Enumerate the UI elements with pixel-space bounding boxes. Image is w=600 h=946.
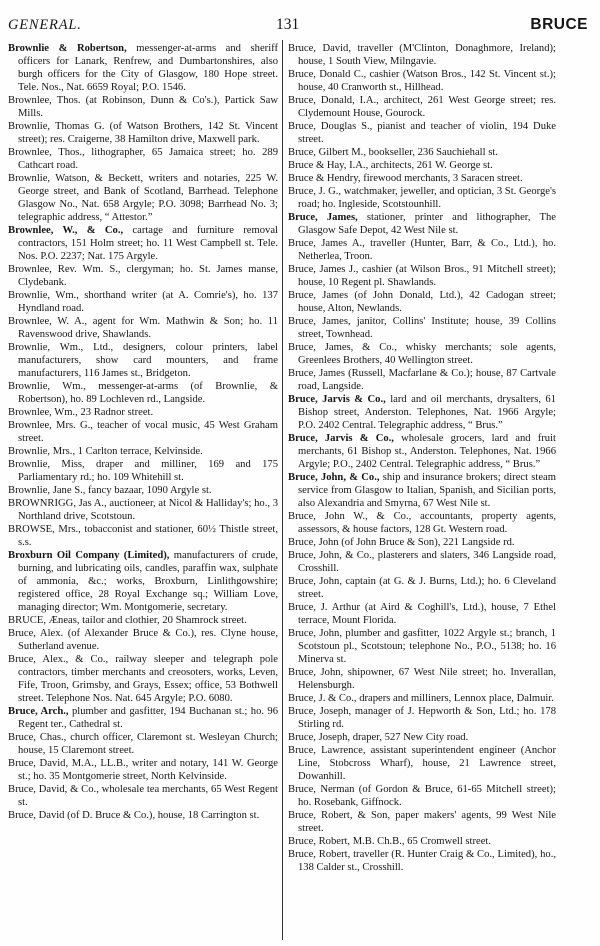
entry-text: Bruce, John (of John Bruce & Son), 221 Langside rd.: [288, 537, 515, 548]
entry-text: Brownlie, Watson, & Beckett, writers and notaries, 225 W. George street, and Bank of Scotland, Barrhead. Telephone Glasgow No., Nat. 658 Argyle; P.O. 3098; Barrhead No. 3; telegraphic address, “ Attestor.”: [8, 173, 278, 223]
entry-text: Bruce, James J., cashier (at Wilson Bros., 91 Mitchell street); house, 10 Regent pl. Shawlands.: [288, 264, 556, 288]
directory-entry: [288, 289, 556, 315]
directory-entry: [288, 68, 556, 94]
directory-entry: [8, 224, 278, 263]
directory-entry: [8, 289, 278, 315]
entry-text: Brownlie, Miss, draper and milliner, 169 and 175 Parliamentary rd.; ho. 109 Whitehill st.: [8, 459, 278, 483]
entry-name: Bruce, James,: [288, 212, 358, 223]
entry-text: Brownlie, Jane S., fancy bazaar, 1090 Argyle st.: [8, 485, 212, 496]
entry-text: Brownlie, Wm., messenger-at-arms (of Brownlie, & Robertson), ho. 89 Lochleven rd., Langside.: [8, 381, 278, 405]
directory-entry: [8, 341, 278, 380]
entry-text: Bruce, James (of John Donald, Ltd.), 42 Cadogan street; house, Alton, Newlands.: [288, 290, 556, 314]
directory-entry: [288, 744, 556, 783]
entry-text: Brownlee, Rev. Wm. S., clergyman; ho. St. James manse, Clydebank.: [8, 264, 278, 288]
entry-text: Bruce, Alex., & Co., railway sleeper and telegraph pole contractors, timber merchants and creosoters, works, Leven, Fife, Troon, Grimsby, and Grays, Essex; office, 53 Bothwell street. Telephone Nos. Nat. 645 Argyle; P.O. 6080.: [8, 654, 278, 704]
entry-text: Bruce, Lawrence, assistant superintendent engineer (Anchor Line, Stobcross Wharf), house, 21 Lawrence street, Dowanhill.: [288, 745, 556, 782]
directory-entry: [288, 536, 556, 549]
entry-text: Bruce, James, janitor, Collins' Institute; house, 39 Collins street, Townhead.: [288, 316, 556, 340]
section-heading: GENERAL.: [8, 17, 82, 33]
directory-entry: [8, 315, 278, 341]
directory-entry: [288, 94, 556, 120]
entry-text: Bruce, Nerman (of Gordon & Bruce, 61-65 Mitchell street); ho. Rosebank, Giffnock.: [288, 784, 556, 808]
entry-text: Brownlee, W. A., agent for Wm. Mathwin & Son; ho. 11 Ravenswood drive, Shawlands.: [8, 316, 278, 340]
directory-entry: [8, 731, 278, 757]
entry-text: Bruce, J. & Co., drapers and milliners, Lennox place, Dalmuir.: [288, 693, 554, 704]
entry-text: Bruce, John, plumber and gasfitter, 1022 Argyle st.; branch, 1 Scotstoun pl., Scotstoun; telephone No., P.O., 5138; ho. 16 Minerva st.: [288, 628, 556, 665]
directory-entry: [8, 614, 278, 627]
entry-text: manufacturers of crude, burning, and lubricating oils, candles, paraffin wax, sulphate of ammonia, &c.; works, Broxburn, Linlithgowshire; registered office, 28 Royal Exchange sq.; William Love, managing director; Wm. Montgomerie, secretary.: [18, 550, 278, 613]
entry-text: Brownlie, Thomas G. (of Watson Brothers, 142 St. Vincent street); res. Craigerne, 38 Hamilton drive, Maxwell park.: [8, 121, 278, 145]
directory-entry: [288, 393, 556, 432]
entry-text: Bruce, Alex. (of Alexander Bruce & Co.), res. Clyne house, Sutherland avenue.: [8, 628, 278, 652]
directory-entry: [288, 120, 556, 146]
entry-text: Brownlee, Thos., lithographer, 65 Jamaica street; ho. 289 Cathcart road.: [8, 147, 278, 171]
directory-entry: [8, 263, 278, 289]
entry-text: Bruce, David, & Co., wholesale tea merchants, 65 West Regent st.: [8, 784, 278, 808]
entry-text: Bruce, John, & Co., plasterers and slaters, 346 Langside road, Crosshill.: [288, 550, 556, 574]
directory-entry: [288, 315, 556, 341]
entry-text: BRUCE, Æneas, tailor and clothier, 20 Shamrock street.: [8, 615, 247, 626]
directory-entry: [8, 406, 278, 419]
entry-text: Bruce, John, shipowner, 67 West Nile street; ho. Inverallan, Helensburgh.: [288, 667, 556, 691]
directory-entry: [8, 380, 278, 406]
directory-entry: [8, 783, 278, 809]
entry-text: cartage and furniture removal contractors, 151 Holm street; ho. 11 West Campbell st. Tele. Nos. P.O. 2237; Nat. 175 Argyle.: [18, 225, 278, 262]
entry-text: Brownlie, Wm., Ltd., designers, colour printers, label manufacturers, show card mounters, and frame manufacturers, 116 James st., Bridgeton.: [8, 342, 278, 379]
entry-text: Bruce, John, captain (at G. & J. Burns, Ltd.); ho. 6 Cleveland street.: [288, 576, 556, 600]
directory-entry: [288, 575, 556, 601]
entry-text: Brownlee, Mrs. G., teacher of vocal music, 45 West Graham street.: [8, 420, 278, 444]
directory-entry: [8, 458, 278, 484]
entry-text: Bruce, Joseph, draper, 527 New City road.: [288, 732, 469, 743]
directory-entry: [288, 809, 556, 835]
directory-entry: [8, 757, 278, 783]
directory-entry: [288, 237, 556, 263]
directory-entry: [8, 42, 278, 94]
entry-text: Bruce, Chas., church officer, Claremont st. Wesleyan Church; house, 15 Claremont street.: [8, 732, 278, 756]
directory-entry: [288, 172, 556, 185]
entry-text: Bruce, Robert, & Son, paper makers' agents, 99 West Nile street.: [288, 810, 556, 834]
directory-entry: [288, 549, 556, 575]
directory-entry: [8, 419, 278, 445]
entry-text: Brownlie, Mrs., 1 Carlton terrace, Kelvinside.: [8, 446, 203, 457]
directory-entry: [288, 42, 556, 68]
entry-text: Brownlie, Wm., shorthand writer (at A. Comrie's), ho. 137 Hyndland road.: [8, 290, 278, 314]
entry-text: Bruce, Gilbert M., bookseller, 236 Sauchiehall st.: [288, 147, 498, 158]
directory-entry: [8, 523, 278, 549]
entry-text: messenger-at-arms and sheriff officers for Lanark, Renfrew, and Dumbartonshires, also burgh officers for the City of Glasgow, 180 Hope street. Tele. Nos., Nat. 6659 Royal; P.O. 1546.: [18, 43, 278, 93]
entry-text: Bruce, J. G., watchmaker, jeweller, and optician, 3 St. George's road; ho. Ingleside, Scotstounhill.: [288, 186, 556, 210]
entry-text: Bruce, Robert, traveller (R. Hunter Craig & Co., Limited), ho., 138 Calder st., Crosshill.: [288, 849, 556, 873]
entry-text: Bruce, Douglas S., pianist and teacher of violin, 194 Duke street.: [288, 121, 556, 145]
directory-entry: [8, 120, 278, 146]
directory-entry: [288, 185, 556, 211]
entry-name: Brownlee, W., & Co.,: [8, 225, 124, 236]
directory-entry: [288, 159, 556, 172]
page-number: 131: [276, 16, 300, 33]
directory-entry: [8, 445, 278, 458]
directory-entry: [288, 601, 556, 627]
entry-text: Brownlee, Wm., 23 Radnor street.: [8, 407, 154, 418]
directory-entry: [8, 484, 278, 497]
entry-text: wholesale grocers, lard and fruit merchants, 61 Bishop st., Anderston. Telephones, Nat. 1966 Argyle; P.O., 2402 Central. Telegraphic address, “ Brus.”: [298, 433, 556, 470]
entry-text: Bruce, David (of D. Bruce & Co.), house, 18 Carrington st.: [8, 810, 260, 821]
entry-text: Bruce, J. Arthur (at Aird & Coghill's, Ltd.), house, 7 Ethel terrace, Mount Florida.: [288, 602, 556, 626]
entry-text: Bruce, John W., & Co., accountants, property agents, assessors, & house factors, 128 Gt. Western road.: [288, 511, 556, 535]
entry-text: Bruce & Hendry, firewood merchants, 3 Saracen street.: [288, 173, 523, 184]
entry-text: BROWNRIGG, Jas A., auctioneer, at Nicol & Halliday's; ho., 3 Northland drive, Scotstoun.: [8, 498, 278, 522]
directory-entry: [288, 211, 556, 237]
directory-entry: [288, 848, 556, 874]
running-name: BRUCE: [530, 16, 588, 33]
entry-text: Bruce, David, traveller (M'Clinton, Donaghmore, Ireland); house, 1 South View, Milngavie.: [288, 43, 556, 67]
entry-name: Brownlie & Robertson,: [8, 43, 127, 54]
entry-text: Bruce, Robert, M.B. Ch.B., 65 Cromwell street.: [288, 836, 492, 847]
entry-text: ship and insurance brokers; direct steam service from Glasgow to Italian, Spanish, and Sicilian ports, also Alexandria and Smyrna, 67 West Nile st.: [298, 472, 556, 509]
directory-entry: [288, 627, 556, 666]
entry-name: Bruce, Arch.,: [8, 706, 69, 717]
directory-entry: [288, 432, 556, 471]
directory-entry: [8, 94, 278, 120]
directory-entry: [288, 341, 556, 367]
entry-text: Bruce, Donald, I.A., architect, 261 West George street; res. Clydemount House, Gourock.: [288, 95, 556, 119]
entry-text: Bruce, James A., traveller (Hunter, Barr, & Co., Ltd.), ho. Netherlea, Troon.: [288, 238, 556, 262]
directory-entry: [288, 367, 556, 393]
entry-text: Brownlee, Thos. (at Robinson, Dunn & Co's.), Partick Saw Mills.: [8, 95, 278, 119]
entry-name: Bruce, Jarvis & Co.,: [288, 433, 394, 444]
entry-name: Bruce, Jarvis & Co.,: [288, 394, 386, 405]
directory-entry: [288, 731, 556, 744]
right-column: [288, 42, 556, 874]
directory-entry: [8, 172, 278, 224]
directory-entry: [288, 692, 556, 705]
directory-entry: [8, 653, 278, 705]
directory-entry: [8, 705, 278, 731]
entry-text: Bruce, James (Russell, Macfarlane & Co.); house, 87 Cartvale road, Langside.: [288, 368, 556, 392]
entry-name: Bruce, John, & Co.,: [288, 472, 380, 483]
directory-entry: [288, 705, 556, 731]
entry-text: stationer, printer and lithographer, The Glasgow Safe Depot, 42 West Nile st.: [298, 212, 556, 236]
directory-entry: [8, 627, 278, 653]
entry-text: Bruce, Donald C., cashier (Watson Bros., 142 St. Vincent st.); house, 40 Cranworth st., Hillhead.: [288, 69, 556, 93]
entry-text: Bruce, David, M.A., LL.B., writer and notary, 141 W. George st.; ho. 35 Montgomerie street, North Kelvinside.: [8, 758, 278, 782]
directory-entry: [288, 666, 556, 692]
left-column: [8, 42, 278, 822]
directory-entry: [288, 471, 556, 510]
column-divider: [282, 40, 283, 940]
directory-entry: [288, 146, 556, 159]
entry-text: lard and oil merchants, drysalters, 61 Bishop street, Anderston. Telephones, Nat. 1966 Argyle; P.O. 2402 Central. Telegraphic address, “ Brus.”: [298, 394, 557, 431]
entry-text: Bruce, James, & Co., whisky merchants; sole agents, Greenlees Brothers, 40 Wellington street.: [288, 342, 556, 366]
directory-entry: [288, 783, 556, 809]
entry-name: Broxburn Oil Company (Limited),: [8, 550, 170, 561]
directory-entry: [8, 497, 278, 523]
directory-entry: [288, 263, 556, 289]
directory-entry: [288, 835, 556, 848]
entry-text: Bruce & Hay, I.A., architects, 261 W. George st.: [288, 160, 493, 171]
entry-text: Bruce, Joseph, manager of J. Hepworth & Son, Ltd.; ho. 178 Stirling rd.: [288, 706, 556, 730]
page-header: [8, 15, 590, 37]
directory-entry: [8, 809, 278, 822]
directory-entry: [8, 146, 278, 172]
directory-entry: [8, 549, 278, 614]
directory-entry: [288, 510, 556, 536]
entry-text: BROWSE, Mrs., tobacconist and stationer, 60½ Thistle street, s.s.: [8, 524, 278, 548]
entry-text: plumber and gasfitter, 194 Buchanan st.; ho. 96 Regent ter., Cathedral st.: [18, 706, 279, 730]
